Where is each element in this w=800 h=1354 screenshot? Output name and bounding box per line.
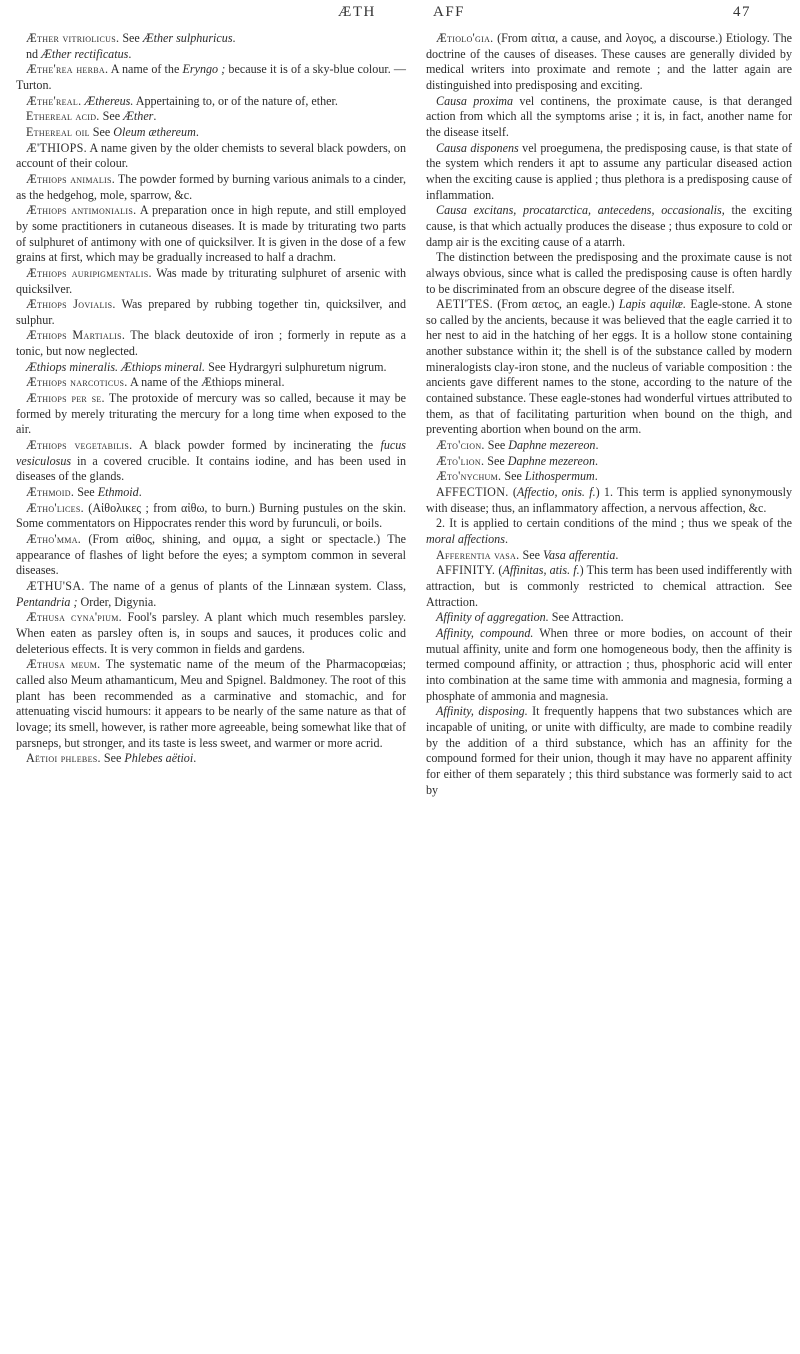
- entry-text: Was made by triturating sulphuret of arsenic with quicksilver.: [16, 265, 406, 296]
- entry-text: See: [119, 31, 143, 45]
- entry-headword: Æ'THIOPS.: [26, 140, 87, 155]
- dictionary-entry: [16, 109, 406, 125]
- entry-italic: Daphne mezereon: [507, 453, 596, 468]
- entry-text-tail: .: [595, 438, 599, 453]
- entry-headword: Æthiops per se.: [26, 391, 105, 406]
- dictionary-entry: [16, 579, 406, 610]
- entry-headword: AETI'TES.: [436, 297, 493, 312]
- entry-headword: Ætho'mma.: [26, 532, 82, 546]
- entry-text-tail: When three or more bodies, on account of their mutual affinity, unite and form one homogeneous body, then the affinity is termed compound affinity, or attraction ; thus, phosphoric acid will enter into combination at the same time with ammonia and magnesia, forming a phosphate of ammonia and magnesia.: [426, 625, 792, 703]
- entry-text-tail: Eagle-stone. A stone so called by the ancients, because it was believed that the eagle carried it to her nest to aid in the hatching of her eggs. It is a hollow stone containing another substance within it; the shell is of the substance called by modern mineralogists clay-iron stone, and the nucleus of variable composition : the ancients gave different names to the stone, according to the nature of the contained substance. These eagle-stones had wonderful virtues attributed to them, as that of facilitating parturition when bound on the thigh, and preventing abortion when bound on the arm.: [426, 297, 792, 437]
- entry-headword: Æthiops animalis.: [26, 171, 116, 186]
- entry-text-tail: It frequently happens that two substances which are incapable of uniting, or unite with difficulty, are made to combine readily by the addition of a third substance, which has an affinity for the compound formed for their union, though it may have no apparent affinity for either of them separately ; this third substance was formerly said to act by: [426, 704, 792, 797]
- page-number: 47: [733, 4, 751, 20]
- entry-text-tail: ) This term has been used indifferently with attraction, but is commonly restricted to chemical attraction. See Attraction.: [426, 563, 792, 609]
- entry-text-tail: .: [128, 46, 132, 61]
- entry-text-tail: .: [232, 31, 236, 45]
- entry-italic: Æther rectificatus: [41, 46, 129, 61]
- entry-italic: Lithospermum: [524, 469, 595, 484]
- entry-headword: Æthiops auripigmentalis.: [26, 265, 152, 280]
- entry-headword: AFFINITY.: [436, 563, 496, 578]
- entry-text: Fool's parsley. A plant which much resembles parsley. When eaten as parsley often is, in soups and sauces, it produces colic and deleterious effects. It is very common in fields and gardens.: [16, 610, 406, 656]
- dictionary-entry: [16, 297, 406, 328]
- dictionary-entry: [16, 328, 406, 359]
- entry-text: A name of the: [108, 62, 183, 77]
- dictionary-entry: [16, 375, 406, 391]
- entry-text: See: [501, 469, 525, 484]
- entry-italic: Æthiops mineralis. Æthiops mineral.: [26, 359, 206, 374]
- entry-headword: Æthmoid.: [26, 485, 75, 500]
- entry-headword: Ethereal oil: [26, 124, 90, 139]
- entry-headword: Ætiolo'gia.: [436, 31, 494, 45]
- dictionary-entry: [426, 31, 792, 94]
- entry-italic: moral affections: [426, 532, 505, 546]
- dictionary-entry: [426, 563, 792, 610]
- entry-text: See: [99, 109, 124, 124]
- running-head-left: ÆTH: [338, 4, 376, 20]
- entry-text: (From αετος, an eagle.): [492, 297, 619, 312]
- entry-headword: Æthiops Jovialis.: [26, 297, 116, 312]
- dictionary-entry: [16, 47, 406, 63]
- entry-text-tail: .: [193, 751, 197, 766]
- entry-text: 2. It is applied to certain conditions of the mind ; thus we speak of the: [436, 516, 792, 531]
- dictionary-entry: [426, 250, 792, 297]
- entry-headword: Æthiops vegetabilis.: [26, 438, 133, 453]
- entry-headword: Ethereal acid.: [26, 109, 100, 124]
- dictionary-entry: [16, 501, 406, 532]
- dictionary-entry: [16, 657, 406, 751]
- entry-headword: Æto'lion.: [436, 453, 485, 468]
- entry-headword: AFFECTION.: [436, 485, 509, 500]
- entry-text-tail: because it is of a sky-blue colour. — Turton.: [16, 62, 406, 92]
- entry-text-tail: .: [195, 124, 199, 139]
- entry-headword: ÆTHU'SA.: [26, 578, 85, 593]
- dictionary-entry: [426, 469, 792, 485]
- running-head-center: AFF: [433, 4, 466, 20]
- entry-headword: Afferentia vasa.: [436, 547, 520, 562]
- entry-text-tail: .: [153, 109, 157, 124]
- entry-italic: Causa proxima: [436, 93, 514, 108]
- dictionary-entry: [426, 610, 792, 626]
- dictionary-entry: [16, 125, 406, 141]
- entry-text: (From αἰτια, a cause, and λογος, a discourse.) Etiology. The doctrine of the causes of diseases. These causes are generally divided by medical writers into proximate and remote ; and the latter again are distinguished into predisposing and exciting.: [426, 31, 792, 92]
- entry-italic: Ethmoid: [97, 485, 139, 500]
- entry-italic: Lapis aquilæ.: [618, 297, 687, 312]
- dictionary-entry: [426, 438, 792, 454]
- dictionary-entry: [426, 203, 792, 250]
- entry-text: (: [495, 563, 503, 578]
- dictionary-entry: [16, 485, 406, 501]
- entry-italic: fucus vesiculosus: [16, 438, 406, 468]
- entry-text: A black powder formed by incinerating the: [132, 438, 381, 453]
- dictionary-entry: [426, 548, 792, 564]
- entry-text-tail: .: [138, 485, 142, 500]
- entry-headword: Æthusa cyna'pium.: [26, 610, 122, 625]
- entry-text: The protoxide of mercury was so called, because it may be formed by merely triturating the mercury for a long time when exposed to the air.: [16, 391, 406, 437]
- entry-italic: Æther sulphuricus: [142, 31, 233, 45]
- entry-italic: Oleum æthereum: [113, 124, 196, 139]
- dictionary-entry: [16, 31, 406, 47]
- dictionary-entry: [16, 360, 406, 376]
- right-column: [426, 31, 792, 798]
- entry-text: See: [74, 485, 98, 500]
- entry-text: See: [484, 438, 509, 453]
- entry-italic: Affectio, onis. f.: [516, 485, 596, 500]
- entry-headword: Æther vitriolicus.: [26, 31, 120, 45]
- left-column: [16, 31, 406, 767]
- dictionary-entry: [16, 94, 406, 110]
- entry-text-tail: the exciting cause, is that which actually produces the disease ; thus exposure to cold or damp air is the exciting cause of a atarrh.: [426, 203, 792, 249]
- entry-text: A name given by the older chemists to several black powders, on account of their colour.: [16, 140, 406, 171]
- entry-text-tail: in a covered crucible. It contains iodine, and has been used in diseases of the glands.: [16, 453, 406, 484]
- dictionary-entry: [16, 62, 406, 93]
- dictionary-entry: [426, 141, 792, 204]
- entry-headword: Æthiops Martialis.: [26, 328, 126, 343]
- entry-text-tail: See Hydrargyri sulphuretum nigrum.: [205, 359, 387, 374]
- entry-text-tail: vel continens, the proximate cause, is that deranged action from which all the symptoms arise ; it is, in fact, another name for the disease itself.: [426, 93, 792, 139]
- entry-italic: Affinity, compound.: [436, 625, 534, 640]
- entry-headword: Ætho'lices.: [26, 500, 84, 515]
- entry-italic: Causa excitans, procatarctica, antecedens, occasionalis,: [436, 203, 725, 218]
- entry-text: Was prepared by rubbing together tin, quicksilver, and sulphur.: [16, 297, 407, 327]
- dictionary-entry: [16, 203, 406, 266]
- dictionary-entry: [426, 516, 792, 547]
- dictionary-entry: [426, 297, 792, 438]
- entry-text: See: [484, 453, 508, 468]
- entry-text-tail: See Attraction.: [548, 610, 624, 625]
- entry-text: See: [89, 124, 114, 139]
- entry-text-tail: Appertaining to, or of the nature of, ether.: [133, 93, 338, 108]
- dictionary-entry: [16, 610, 406, 657]
- dictionary-entry: [426, 485, 792, 516]
- entry-italic: Phlebes aëtioi: [124, 751, 194, 766]
- entry-headword: Æthusa meum.: [26, 657, 101, 672]
- dictionary-entry: [16, 751, 406, 767]
- entry-text-tail: .: [594, 469, 598, 484]
- entry-text: (From αἰθος, shining, and ομμα, a sight or spectacle.) The appearance of flashes of light before the eyes; a symptom common in several diseases.: [16, 532, 406, 578]
- entry-italic: Eryngo ;: [182, 62, 226, 77]
- entry-text-tail: vel proegumena, the predisposing cause, is that state of the system which renders it apt to assume any particular diseased action when the exciting cause is applied ; thus plethora is a predisposing cause of inflammation.: [426, 140, 793, 202]
- entry-italic: Æther: [123, 109, 154, 124]
- dictionary-entry: [426, 454, 792, 470]
- entry-text: The powder formed by burning various animals to a cinder, as the hedgehog, mole, sparrow, &c.: [16, 171, 406, 202]
- entry-italic: Affinity, disposing.: [436, 704, 528, 719]
- dictionary-entry: [16, 391, 406, 438]
- entry-headword: Æthiops antimonialis.: [26, 203, 137, 218]
- entry-text: The systematic name of the meum of the Pharmacopœias; called also Meum athamanticum, Meu and Spignel. Baldmoney. The root of this plant has been recommended as a carminative and stomachic, and for attenuating viscid humours: it appears to be nearly of the same nature as that of lovage; its smell, however, is rather more agreeable, being somewhat like that of parsneps, but stronger, and its taste is less sweet, and warmer or more acrid.: [16, 657, 406, 750]
- entry-text: nd: [26, 46, 42, 61]
- entry-headword: Æto'cion.: [436, 438, 485, 453]
- entry-text: The black deutoxide of iron ; formerly in repute as a tonic, but now neglected.: [16, 328, 407, 359]
- entry-text: A preparation once in high repute, and still employed by some practitioners in cutaneous diseases. It is made by triturating two parts of sulphuret of antimony with one of quicksilver. It is given in the dose of a few grains at first, which may be gradually increased to half a drachm.: [16, 203, 406, 265]
- entry-text: The distinction between the predisposing and the proximate cause is not always obvious, since what is called the predisposing cause is often hardly to be discriminated from an obscure degree of the disease itself.: [426, 250, 792, 296]
- entry-italic: Affinity of aggregation.: [436, 610, 549, 625]
- dictionary-entry: [16, 266, 406, 297]
- entry-italic: Vasa afferentia: [542, 547, 616, 562]
- entry-text: (Αἰθολικες ; from αἰθω, to burn.) Burning pustules on the skin. Some commentators on Hippocrates render this word by furunculi, or boils.: [16, 500, 406, 531]
- entry-headword: Æto'nychum.: [436, 469, 502, 484]
- dictionary-entry: [16, 438, 406, 485]
- entry-text-tail: .: [504, 532, 508, 546]
- entry-italic: Affinitas, atis. f.: [502, 563, 580, 578]
- entry-text: See: [100, 751, 125, 766]
- entry-headword: Æthe'rea herba.: [26, 62, 109, 77]
- entry-headword: Æthiops narcoticus.: [26, 375, 128, 390]
- entry-italic: Causa disponens: [436, 140, 519, 155]
- entry-text-tail: ) 1. This term is applied synonymously with disease; thus, an inflammatory affection, a nervous affection, &c.: [426, 485, 792, 515]
- dictionary-entry: [16, 141, 406, 172]
- entry-text: The name of a genus of plants of the Linnæan system. Class,: [84, 578, 406, 593]
- entry-italic: Æthereus.: [84, 93, 134, 108]
- entry-text: (: [508, 485, 517, 500]
- entry-headword: Æthe'real.: [26, 93, 82, 108]
- entry-italic: Pentandria ;: [16, 594, 78, 609]
- entry-text-tail: .: [595, 453, 599, 468]
- entry-headword: Aëtioi phlebes.: [26, 751, 101, 766]
- entry-text-tail: Order, Digynia.: [77, 594, 157, 609]
- dictionary-entry: [426, 704, 792, 798]
- entry-text: A name of the Æthiops mineral.: [127, 375, 285, 390]
- dictionary-entry: [16, 172, 406, 203]
- dictionary-entry: [16, 532, 406, 579]
- dictionary-entry: [426, 94, 792, 141]
- entry-italic: Daphne mezereon: [508, 438, 596, 453]
- entry-text: See: [519, 547, 543, 562]
- entry-text-tail: .: [615, 547, 619, 562]
- dictionary-entry: [426, 626, 792, 704]
